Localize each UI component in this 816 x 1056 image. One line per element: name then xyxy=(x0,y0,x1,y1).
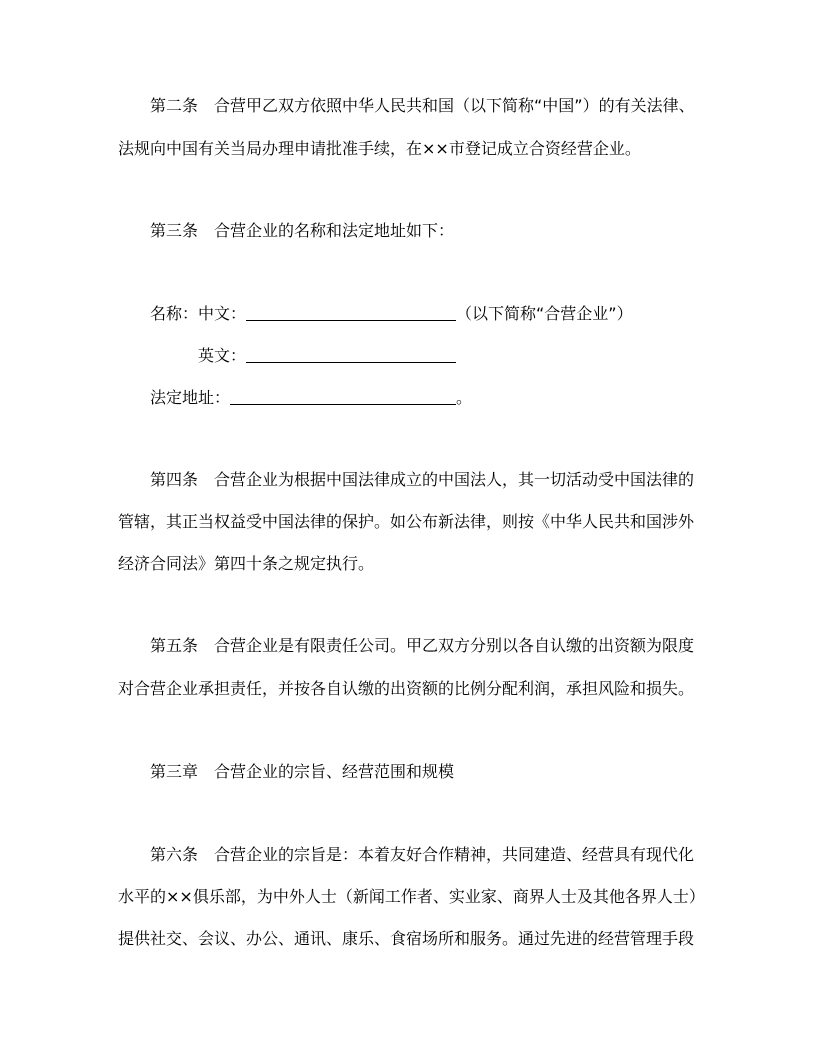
article-4-line-3: 经济合同法》第四十条之规定执行。 xyxy=(118,554,375,573)
name-english-blank xyxy=(246,346,456,363)
legal-address-blank xyxy=(230,388,456,405)
name-english-label: 英文： xyxy=(198,346,247,365)
name-chinese-suffix: （以下简称“合营企业”） xyxy=(456,304,633,323)
article-5-line-1: 第五条 合营企业是有限责任公司。甲乙双方分别以各自认缴的出资额为限度 xyxy=(150,636,695,655)
legal-address-row xyxy=(150,388,472,408)
article-3-heading: 第三条 合营企业的名称和法定地址如下： xyxy=(150,221,455,240)
article-6-line-3: 提供社交、会议、办公、通讯、康乐、食宿场所和服务。通过先进的经营管理手段 xyxy=(118,929,695,948)
article-2-line-2: 法规向中国有关当局办理申请批准手续，在××市登记成立合资经营企业。 xyxy=(118,139,641,158)
article-4-line-2: 管辖，其正当权益受中国法律的保护。如公布新法律，则按《中华人民共和国涉外 xyxy=(118,512,695,531)
name-english-row xyxy=(198,346,456,366)
name-chinese-row xyxy=(150,304,633,324)
legal-address-suffix: 。 xyxy=(456,388,473,407)
article-5-line-2: 对合营企业承担责任，并按各自认缴的出资额的比例分配利润，承担风险和损失。 xyxy=(118,679,695,698)
name-chinese-blank xyxy=(246,304,456,321)
legal-address-label: 法定地址： xyxy=(150,388,231,407)
article-2-line-1: 第二条 合营甲乙双方依照中华人民共和国（以下简称“中国”）的有关法律、 xyxy=(150,96,695,115)
name-chinese-label: 名称：中文： xyxy=(150,304,247,323)
article-6-line-2: 水平的××俱乐部，为中外人士（新闻工作者、实业家、商界人士及其他各界人士） xyxy=(118,887,705,906)
article-6-line-1: 第六条 合营企业的宗旨是：本着友好合作精神，共同建造、经营具有现代化 xyxy=(150,845,695,864)
chapter-3-title: 第三章 合营企业的宗旨、经营范围和规模 xyxy=(150,762,455,781)
article-4-line-1: 第四条 合营企业为根据中国法律成立的中国法人，其一切活动受中国法律的 xyxy=(150,470,695,489)
